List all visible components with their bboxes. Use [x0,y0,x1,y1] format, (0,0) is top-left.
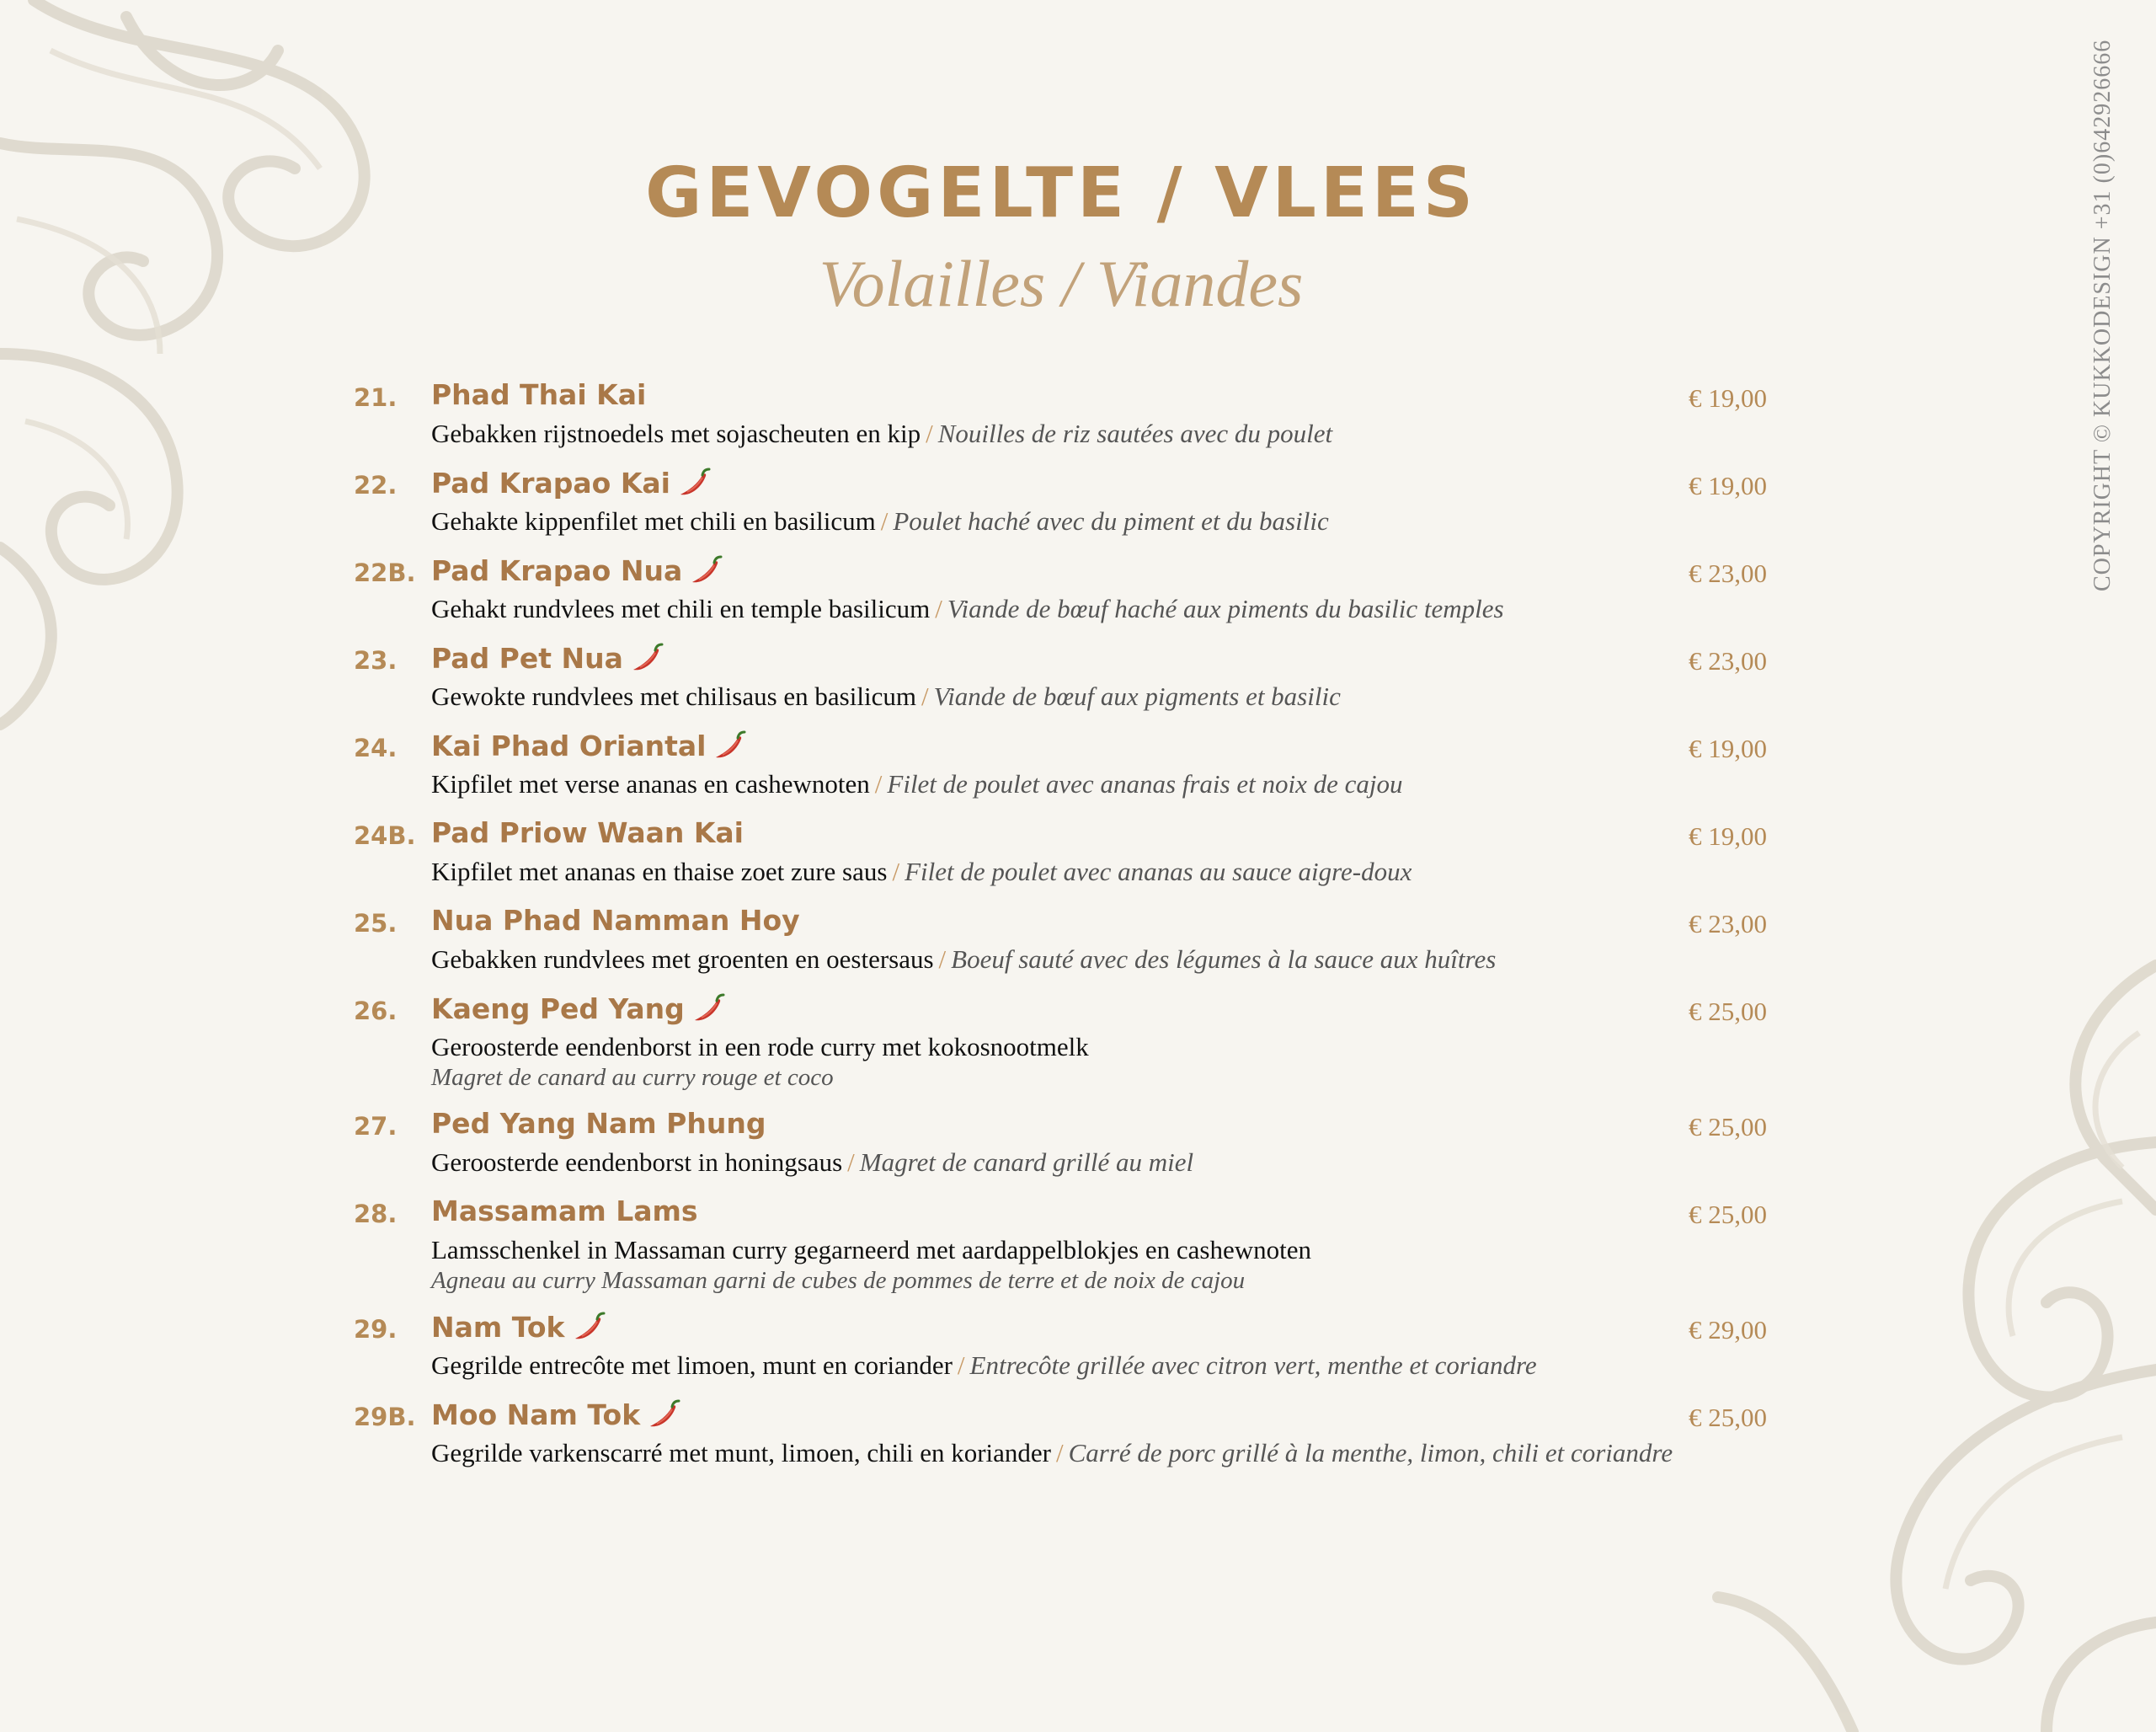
item-name-text: Nua Phad Namman Hoy [431,904,800,937]
description-separator: / [880,506,889,536]
description-dutch: Gebakken rijstnoedels met sojascheuten en kip [431,419,921,448]
description-dutch: Gehakt rundvlees met chili en temple basilicum [431,594,931,623]
item-number: 22B. [354,559,416,587]
item-name [431,816,744,849]
item-description [431,682,1341,712]
item-number: 22. [354,471,398,500]
item-number: 28. [354,1200,398,1228]
copyright-text: COPYRIGHT © KUKKODESIGN +31 (0)642926666 [2089,39,2116,591]
description-french: Filet de poulet avec ananas frais et noix de cajou [887,769,1403,799]
item-name-text: Pad Pet Nua [431,641,623,675]
description-dutch: Geroosterde eendenborst in honingsaus [431,1147,843,1177]
description-dutch: Gebakken rundvlees met groenten en oestersaus [431,944,934,974]
item-name-text: Ped Yang Nam Phung [431,1107,766,1140]
item-price: € 25,00 [1689,1112,1767,1141]
item-description [431,1147,1193,1178]
item-number: 27. [354,1112,398,1141]
item-name [431,378,646,411]
description-separator: / [957,1350,965,1380]
description-dutch: Gegrilde varkenscarré met munt, limoen, chili en koriander [431,1438,1051,1467]
item-price: € 23,00 [1689,559,1767,588]
item-number: 25. [354,909,398,938]
item-name-text: Moo Nam Tok [431,1398,641,1431]
description-french: Carré de porc grillé à la menthe, limon, chili et coriandre [1068,1438,1673,1467]
item-name [431,1195,698,1227]
description-separator: / [874,769,883,799]
item-name [431,641,665,675]
item-name [431,904,800,937]
chili-icon [647,1398,682,1431]
item-name-text: Kaeng Ped Yang [431,992,685,1025]
chili-icon [689,553,724,587]
description-separator: / [921,682,929,711]
chili-icon [712,729,748,762]
description-separator: / [926,419,933,448]
item-price: € 19,00 [1689,383,1767,413]
description-dutch: Gegrilde entrecôte met limoen, munt en coriander [431,1350,953,1380]
item-description [431,944,1496,975]
item-description [431,1235,1311,1265]
description-french: Poulet haché avec du piment et du basilic [893,506,1329,536]
item-name [431,992,727,1025]
item-name-text: Massamam Lams [431,1195,698,1227]
item-price: € 25,00 [1689,1403,1767,1432]
description-french: Agneau au curry Massaman garni de cubes de pommes de terre et de noix de cajou [431,1267,1246,1294]
item-name-text: Pad Krapao Nua [431,553,683,587]
description-french: Magret de canard au curry rouge et coco [431,1064,834,1091]
item-price: € 29,00 [1689,1315,1767,1344]
item-description [431,1032,1089,1062]
item-number: 26. [354,997,398,1025]
chili-icon [572,1310,607,1344]
chili-icon [630,641,665,675]
item-number: 29B. [354,1403,416,1431]
item-description [431,419,1332,449]
description-french: Magret de canard grillé au miel [859,1147,1194,1177]
description-dutch: Kipfilet met ananas en thaise zoet zure saus [431,857,888,886]
item-description [431,506,1329,537]
description-dutch: Geroosterde eendenborst in een rode curry met kokosnootmelk [431,1032,1089,1061]
chili-icon [691,992,727,1025]
item-name-text: Phad Thai Kai [431,378,647,411]
item-price: € 19,00 [1689,471,1767,500]
page-title: GEVOGELTE / VLEES [645,153,1477,233]
item-name [431,1107,766,1140]
item-description [431,1350,1537,1381]
item-price: € 19,00 [1689,821,1767,851]
item-description [431,857,1412,887]
description-dutch: Lamsschenkel in Massaman curry gegarneerd met aardappelblokjes en cashewnoten [431,1235,1311,1264]
page-subtitle: Volailles / Viandes [819,247,1304,320]
description-french: Entrecôte grillée avec citron vert, menthe et coriandre [969,1350,1537,1380]
description-separator: / [1055,1438,1064,1467]
description-french: Boeuf sauté avec des légumes à la sauce aux huîtres [951,944,1497,974]
item-number: 24. [354,734,398,762]
item-number: 24B. [354,821,416,850]
description-separator: / [938,944,947,974]
description-dutch: Gehakte kippenfilet met chili en basilicum [431,506,876,536]
item-price: € 23,00 [1689,909,1767,938]
item-name-text: Kai Phad Oriantal [431,729,707,762]
description-dutch: Gewokte rundvlees met chilisaus en basilicum [431,682,916,711]
description-separator: / [847,1147,855,1177]
item-price: € 25,00 [1689,997,1767,1026]
item-name [431,466,712,500]
description-french: Viande de bœuf haché aux piments du basilic temples [947,594,1504,623]
item-name-text: Pad Krapao Kai [431,466,670,500]
description-french: Filet de poulet avec ananas au sauce aigre-doux [905,857,1412,886]
description-french: Viande de bœuf aux pigments et basilic [933,682,1341,711]
item-name [431,553,724,587]
item-description [431,1438,1673,1468]
item-price: € 19,00 [1689,734,1767,763]
description-french: Nouilles de riz sautées avec du poulet [937,419,1333,448]
item-price: € 25,00 [1689,1200,1767,1229]
ornament-top-left [0,0,438,758]
description-dutch: Kipfilet met verse ananas en cashewnoten [431,769,870,799]
item-name [431,1310,607,1344]
item-description [431,769,1403,799]
description-separator: / [892,857,900,886]
description-separator: / [935,594,942,623]
item-name-text: Nam Tok [431,1310,565,1344]
item-price: € 23,00 [1689,646,1767,676]
copyright-notice [2072,39,2131,591]
item-name-text: Pad Priow Waan Kai [431,816,744,849]
item-number: 29. [354,1315,398,1344]
item-description [431,594,1504,624]
item-name [431,1398,682,1431]
item-number: 21. [354,383,398,412]
item-name [431,729,748,762]
chili-icon [677,466,712,500]
item-number: 23. [354,646,398,675]
